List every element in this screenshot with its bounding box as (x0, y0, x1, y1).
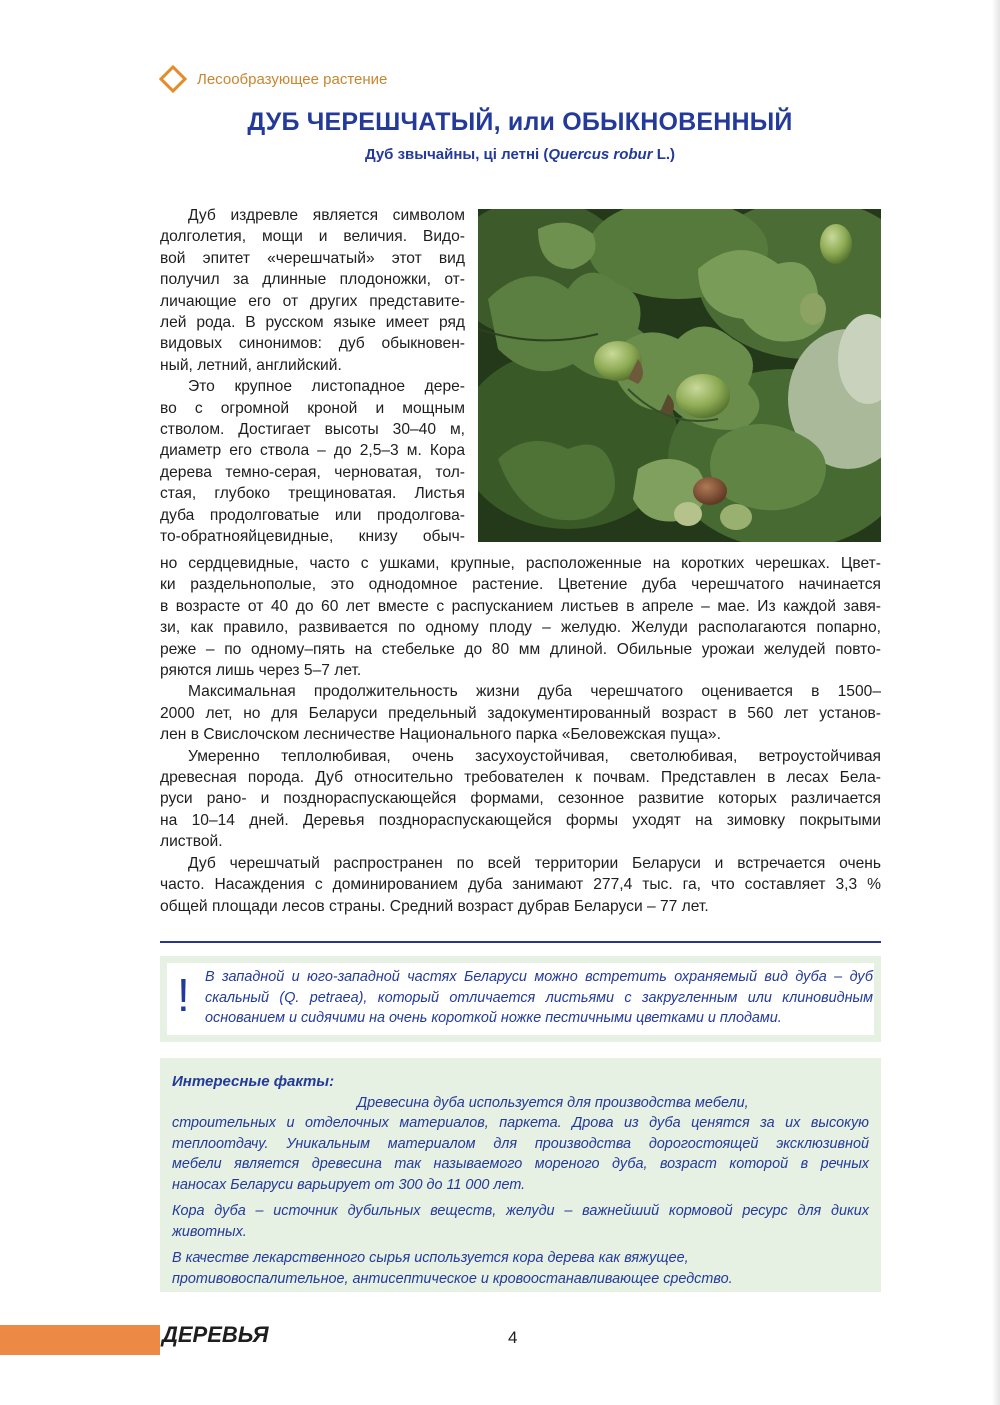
facts-line: теплоотдачу. Уникальным материалом для производства дорогостоящей эксклюзивной (172, 1135, 869, 1152)
text-line: ряются лишь через 5–7 лет. (160, 662, 362, 680)
text-line: Это крупное листопадное дере- (188, 378, 465, 396)
page-title: ДУБ ЧЕРЕШЧАТЫЙ, или ОБЫКНОВЕННЫЙ (247, 108, 793, 136)
text-line: в возрасте от 40 до 60 лет вместе с распусканием листьев в апреле – мае. Из каждой завя- (160, 597, 881, 615)
text-line: получил за длинные плодоножки, от- (160, 271, 465, 289)
text-line: часто. Насаждения с доминированием дуба занимают 277,4 тыс. га, что составляет 3,3 % (160, 876, 881, 894)
text-line: Максимальная продолжительность жизни дуба черешчатого оценивается в 1500– (188, 683, 881, 701)
section-divider (160, 941, 881, 943)
text-line: ный, летний, английский. (160, 356, 342, 374)
facts-line: Кора дуба – источник дубильных веществ, желуди – важнейший кормовой ресурс для диких (172, 1203, 869, 1219)
text-line: во с огромной кроной и мощным (160, 399, 465, 417)
text-line: то-обратнояйцевидные, книзу обыч- (160, 528, 465, 546)
subtitle-suffix: L.) (652, 146, 676, 163)
section-tag (160, 66, 387, 92)
text-line: реже – по одному–пять на стебельке до 80 мм длиной. Обильные урожаи желудей повто- (160, 640, 881, 658)
text-line: руси рано- и позднораспускающейся формами, сезонное развитие которых различается (160, 790, 881, 808)
protected-species-notice (160, 956, 881, 1042)
text-line: листвой. (160, 833, 223, 851)
facts-line: Древесина дуба используется для производства мебели, (357, 1094, 749, 1111)
notice-text (205, 967, 873, 1029)
page-edge-shadow (992, 0, 1000, 1405)
diamond-icon (159, 65, 187, 93)
section-label: Лесообразующее растение (197, 70, 388, 88)
facts-paragraph-2 (172, 1201, 869, 1242)
interesting-facts-box (160, 1058, 881, 1292)
footer-section-label: ДЕРЕВЬЯ (162, 1322, 269, 1347)
notice-line: В западной и юго-западной частях Беларуси можно встретить охраняемый вид дуба – дуб (205, 969, 873, 985)
text-line: долголетия, мощи и величия. Видо- (160, 228, 465, 246)
text-line: лен в Свислочском лесничестве Национального парка «Беловежская пуща». (160, 726, 721, 744)
main-text (160, 553, 881, 917)
facts-line: строительных и отделочных материалов, паркета. Дрова из дуба ценятся за их высокую (172, 1115, 869, 1131)
facts-paragraph-3 (172, 1248, 869, 1289)
text-line: лей рода. В русском языке имеет ряд (160, 314, 465, 332)
text-line: диаметр его ствола – до 2,5–3 м. Кора (160, 442, 465, 460)
text-line: Дуб черешчатый распространен по всей территории Беларуси и встречается очень (188, 854, 881, 872)
notice-line: скальный (Q. petraea), который отличается листьями с закругленным или клиновидным (205, 989, 873, 1006)
text-line: 2000 лет, но для Беларуси предельный задокументированный возраст в 560 лет установ- (160, 704, 881, 722)
footer-accent-bar (0, 1325, 160, 1355)
notice-body (167, 963, 874, 1035)
page-subtitle (160, 146, 880, 163)
facts-line: животных. (172, 1223, 247, 1240)
text-line: на 10–14 дней. Деревья позднораспускающейся формы уходят на зимовку покрытыми (160, 811, 881, 829)
subtitle-prefix: Дуб звычайны, ці летні ( (364, 146, 549, 163)
text-line: дерева темно-серая, черноватая, тол- (160, 463, 465, 481)
text-line: стая, глубоко трещиноватая. Листья (160, 485, 465, 503)
text-line: видовых синонимов: дуб обыкновен- (160, 335, 465, 353)
intro-column (160, 205, 465, 548)
text-line: ки раздельнополые, это однодомное растение. Цветение дуба черешчатого начинается (160, 576, 881, 594)
text-line: древесная порода. Дуб относительно требователен к почвам. Представлен в лесах Бела- (160, 769, 881, 787)
facts-line: наносах Беларуси варьирует от 300 до 11 000 лет. (172, 1176, 526, 1193)
text-line: общей площади лесов страны. Средний возраст дубрав Беларуси – 77 лет. (160, 897, 709, 915)
subtitle-latin-name: Quercus robur (548, 146, 653, 163)
text-line: но сердцевидные, часто с ушками, крупные, расположенные на коротких черешках. Цвет- (160, 555, 881, 572)
facts-paragraph-1 (172, 1072, 869, 1195)
facts-line: противовоспалительное, антисептическое и кровоостанавливающее средство. (172, 1270, 733, 1287)
text-line: дуба продолговатые или продолгова- (160, 506, 465, 524)
notice-line: основанием и сидячими на очень короткой ножке пестичными цветками и плодами. (205, 1010, 782, 1026)
facts-line: В качестве лекарственного сырья используется кора дерева как вяжущее, (172, 1250, 689, 1266)
text-line: Дуб издревле является символом (188, 207, 465, 224)
text-line: личающие его от других представите- (160, 292, 465, 310)
exclamation-icon: ! (177, 969, 190, 1021)
oak-acorns-photo (478, 209, 881, 542)
text-line: Умеренно теплолюбивая, очень засухоустойчивая, светолюбивая, ветроустойчивая (188, 747, 881, 765)
text-line: вой эпитет «черешчатый» этот вид (160, 249, 465, 267)
text-line: стволом. Достигает высоты 30–40 м, (160, 421, 465, 439)
facts-title: Интересные факты: (172, 1073, 335, 1090)
text-line: зи, как правило, развивается по одному плоду – желудю. Желуди располагаются попарно, (160, 619, 881, 637)
facts-line: мебели является древесина так называемого мореного дуба, возраст которой в речных (172, 1156, 869, 1172)
page-number: 4 (508, 1328, 518, 1347)
